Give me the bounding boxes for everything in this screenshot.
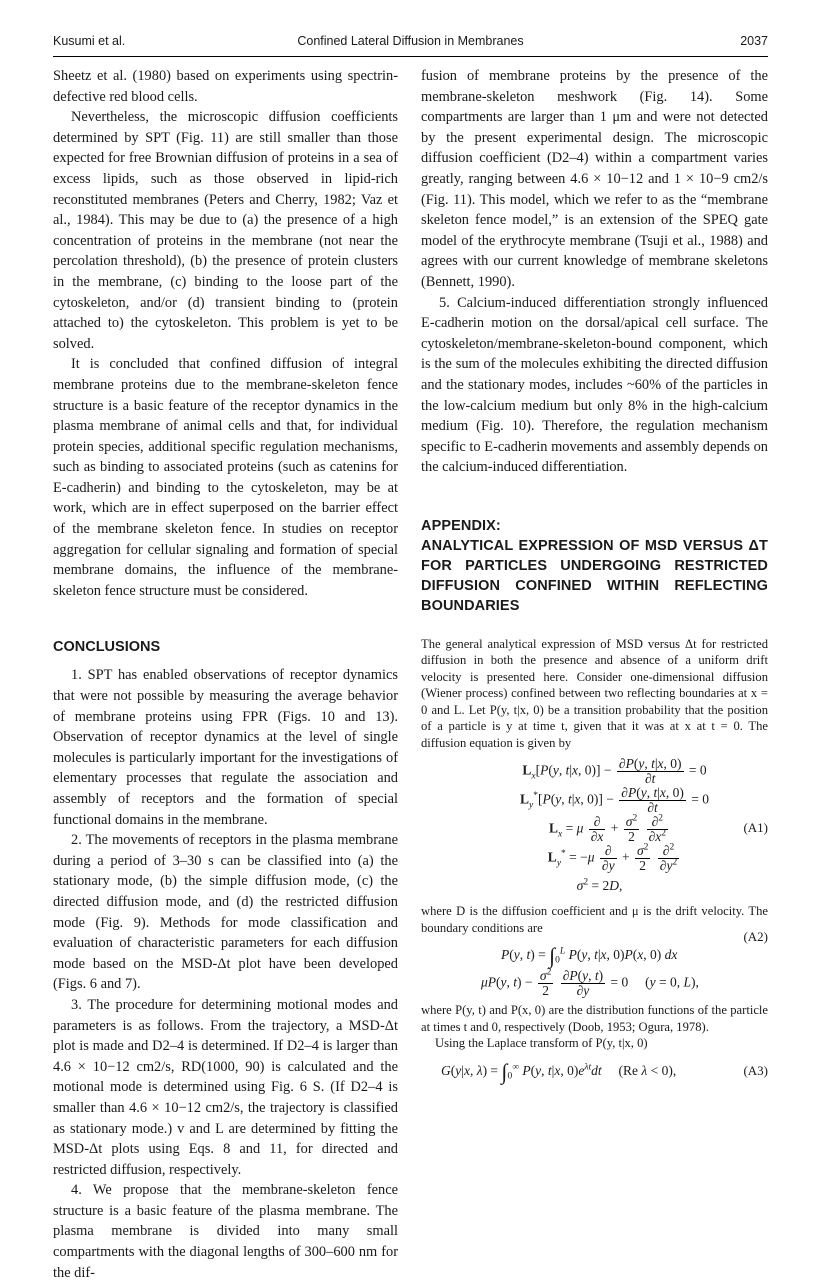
header-authors: Kusumi et al. [53, 34, 126, 48]
conclusion-item-4-continued: fusion of membrane proteins by the presence of the membrane-skeleton meshwork (Fig. 14). Some compartments are larger than 1 μm and were not detected by the present experimental design. The microscopic diffusion coefficient (D2–4) within a compartment varies greatly, ranging between 4.6 × 10−12 and 1 × 10−9 cm2/s (Fig. 11). This model, which we refer to as the “membrane skeleton fence model,” is an extension of the SPEQ gate model of the erythrocyte membrane (Tsuji et al., 1988) and agrees with our current knowledge of membrane skeletons (Bennett, 1990). [421, 68, 768, 290]
equation-A2: P(y, $t) = \int_0^L$ P(y, t|x, 0)P(x, 0) dx μP(y, t) − $\frac{\sigma^2}{2}$ $\frac{\partial P(y, t)}{\partial y}$ = 0 (y = 0, L), (A2) [421, 942, 768, 998]
equation-number: (A2) [743, 929, 768, 945]
paragraph: It is concluded that confined diffusion of integral membrane proteins due to the membrane-skeleton fence structure is a basic feature of the receptor dynamics in the plasma membrane of animal cells and that, for individual protein species, additional specific regulation mechanisms, such as binding to associated proteins (such as catenins for E-cadherin) and binding to the cytoskeleton, may be at work, which are in effect superposed on the barrier effect of the membrane skeleton fence. In studies on receptor aggregation for cellular signaling and formation of special membrane domains, the influence of the membrane-skeleton fence structure must be considered. [53, 356, 398, 599]
appendix-heading-title: ANALYTICAL EXPRESSION OF MSD VERSUS ΔT FOR PARTICLES UNDERGOING RESTRICTED DIFFUSION CONFINED WITHIN REFLECTING BOUNDARIES [421, 537, 768, 614]
conclusion-item-4: 4. We propose that the membrane-skeleton fence structure is a basic feature of the plasma membrane. The plasma membrane is divided into many small compartments with the diagonal lengths of 300–600 nm for the dif- [53, 1182, 398, 1281]
equation-A1: $L_x[P(y$, t|x, 0)] − $\frac{\partial P(y, t|x, 0)}{\partial t}$ = 0 $L_y^*[P(y$, t|x, 0)] − $\frac{\partial P(y, t|x, 0)}{\partial t}$ = 0 $L_x = \mu$ $\frac{\partial}{\partial x}$ + $\frac{\sigma^2}{2}$ $\frac{\partial^2}{\partial x^2}$ (A1) $L_y^* = -\mu$ $\frac{\partial}{\partial y}$ + $\frac{\sigma^2}{2}$ $\frac{\partial^2}{\partial y^2}$ $\sigma^2 = 2D$, [519, 756, 768, 894]
equation-number: (A1) [743, 820, 768, 836]
header-rule [53, 56, 768, 57]
appendix-body [421, 636, 768, 1085]
left-column [53, 66, 398, 1283]
appendix-heading [421, 516, 768, 616]
conclusion-item-3: 3. The procedure for determining motional modes and parameters is as follows. From the trajectory, a MSD-Δt plot is made and D2–4 is determined. If D2–4 is larger than 4.6 × 10−12 cm2/s, RD(1000, 90) is calculated and the motional mode is determined using Fig. 6 S. (If D2–4 is smaller than 4.6 × 10−12 cm2/s, the trajectory is classified as stationary mode.) v and L are determined by fitting the MSD-Δt plots using Eqs. 8 and 11, for directed and restricted diffusion, respectively. [53, 996, 398, 1178]
header-title: Confined Lateral Diffusion in Membranes [297, 34, 524, 48]
appendix-paragraph: Using the Laplace transform of P(y, t|x, 0) [435, 1036, 648, 1051]
right-column [421, 66, 768, 1085]
conclusion-item-5: 5. Calcium-induced differentiation strongly influenced E-cadherin motion on the dorsal/apical cell surface. The cytoskeleton/membrane-skeleton-bound component, which is the sum of the molecules exhibiting the directed diffusion and the stationary modes, includes ~60% of the particles in the low-calcium medium but only 8% in the high-calcium medium (Fig. 10). Therefore, the regulation mechanism specific to E-cadherin movements and assembly depends on the calcium-induced differentiation. [421, 294, 768, 476]
appendix-paragraph: where D is the diffusion coefficient and μ is the drift velocity. The boundary conditions are [421, 904, 768, 935]
appendix-heading-label: APPENDIX: [421, 517, 501, 534]
conclusion-item-2: 2. The movements of receptors in the plasma membrane during a period of 3–30 s can be classified into (a) the stationary mode, (b) the simple diffusion mode, (c) the directed diffusion mode, and (d) the restricted diffusion mode (Fig. 9). Methods for mode classification and evaluation of characteristic parameters for each diffusion mode based on the MSD-Δt plot have been developed (Figs. 6 and 7). [53, 832, 398, 993]
paragraph: Nevertheless, the microscopic diffusion coefficients determined by SPT (Fig. 11) are still smaller than those expected for free Brownian diffusion of proteins in a sea of excess lipids, such as those observed in lipid-rich reconstituted membranes (Peters and Cherry, 1982; Vaz et al., 1984). This may be due to (a) the presence of a high concentration of proteins in the membrane (not near the percolation threshold), (b) the presence of protein clusters in the membrane, (c) binding to the loose part of the cytoskeleton, and/or (d) transient binding to (protein attached to) the cytoskeleton. This problem is yet to be solved. [53, 109, 398, 352]
equation-A3: G(y|x, $\lambda) = \int_0^\infty$ P(y, t|x, $0)e^{\lambda t}dt$ (Re λ < 0), (A3) [441, 1058, 768, 1084]
page-number: 2037 [740, 34, 768, 48]
appendix-paragraph: where P(y, t) and P(x, 0) are the distribution functions of the particle at times t and 0, respectively (Doob, 1953; Ogura, 1978). [421, 1003, 768, 1034]
conclusion-item-1: 1. SPT has enabled observations of receptor dynamics that were not possible by measuring the average behavior of membrane proteins using FPR (Figs. 10 and 13). Observation of receptor dynamics at the level of single molecules is particularly important for the investigations of elementary processes that regulate the association and assembly of receptors and the formation of special functional domains in the membrane. [53, 667, 398, 828]
section-heading-conclusions: CONCLUSIONS [53, 639, 161, 656]
equation-number: (A3) [743, 1062, 768, 1078]
paragraph: Sheetz et al. (1980) based on experiments using spectrin-defective red blood cells. [53, 68, 398, 105]
appendix-paragraph: The general analytical expression of MSD versus Δt for restricted diffusion in both the presence and absence of a uniform drift velocity is presented here. Consider one-dimensional diffusion (Wiener process) confined between two reflecting boundaries at x = 0 and L. Let P(y, t|x, 0) be a transition probability that the position of a particle is y at time t, given that it was at x at t = 0. The diffusion equation is given by [421, 636, 768, 750]
running-head [53, 34, 768, 54]
